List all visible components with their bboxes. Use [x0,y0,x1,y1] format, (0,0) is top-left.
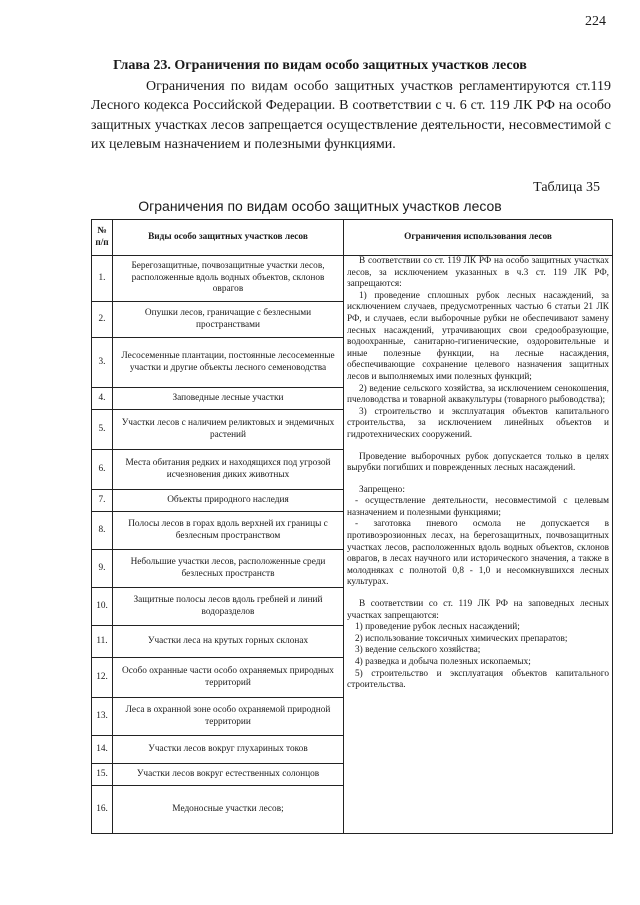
row-number: 16. [92,786,113,834]
restriction-intro: В соответствии со ст. 119 ЛК РФ на особо защитных участках лесов, за исключением указанных в ч.3 ст. 119 ЛК РФ, запрещаются: [347,256,609,290]
row-number: 5. [92,410,113,450]
prohibited-item: - заготовка пневого осмола не допускается в противоэрозионных лесах, на берегозащитных, почвозащитных участках лесов, расположенных вдоль водных объектов, склонов оврагов, в лесах научного или исторического значения, а также в молодняках с полнотой 0,8 - 1,0 и несомкнувшихся лесных культурах. [347,519,609,588]
row-name: Защитные полосы лесов вдоль гребней и линий водоразделов [113,588,344,626]
row-number: 12. [92,658,113,698]
header-restrictions: Ограничения использования лесов [344,220,613,256]
row-number: 13. [92,698,113,736]
row-number: 6. [92,450,113,490]
reserve-item: 3) ведение сельского хозяйства; [355,645,481,656]
row-number: 7. [92,490,113,512]
row-name: Участки лесов с наличием реликтовых и эндемичных растений [113,410,344,450]
restrictions-cell [344,256,613,834]
header-types: Виды особо защитных участков лесов [113,220,344,256]
intro-paragraph: Ограничения по видам особо защитных участков регламентируются ст.119 Лесного кодекса Российской Федерации. В соответствии с ч. 6 ст. 119 ЛК РФ на особо защитных участках лесов запрещается осуществление деятельности, несовместимой с их целевым назначением и полезными функциями. [91,79,611,152]
row-name: Лесосеменные плантации, постоянные лесосеменные участки и другие объекты лесного семеноводства [113,338,344,388]
row-name: Участки леса на крутых горных склонах [113,626,344,658]
reserve-item: 4) разведка и добыча полезных ископаемых; [355,657,531,667]
table-header-row [92,220,613,256]
header-num: № п/п [92,220,113,256]
reserve-item: 2) использование токсичных химических препаратов; [355,633,568,644]
selective-cutting-note: Проведение выборочных рубок допускается только в целях вырубки погибших и поврежденных лесных насаждений. [347,451,609,474]
row-name: Медоносные участки лесов; [113,786,344,834]
row-name: Участки лесов вокруг глухариных токов [113,736,344,764]
row-number: 9. [92,550,113,588]
row-name: Опушки лесов, граничащие с безлесными пространствами [113,302,344,338]
row-number: 4. [92,388,113,410]
reserve-item: 1) проведение рубок лесных насаждений; [355,622,520,633]
row-number: 14. [92,736,113,764]
prohibited-title: Запрещено: [359,484,405,495]
row-name: Небольшие участки лесов, расположенные среди безлесных пространств [113,550,344,588]
row-name: Берегозащитные, почвозащитные участки лесов, расположенные вдоль водных объектов, склонов оврагов [113,256,344,302]
row-name: Полосы лесов в горах вдоль верхней их границы с безлесным пространством [113,512,344,550]
row-number: 8. [92,512,113,550]
page-number: 224 [585,14,606,29]
table-title: Ограничения по видам особо защитных участков лесов [138,198,502,214]
reserve-item: 5) строительство и эксплуатация объектов капитального строительства. [347,668,609,691]
restriction-item: 3) строительство и эксплуатация объектов капитального строительства, за исключением линейных объектов и гидротехнических сооружений. [347,406,609,440]
row-name: Особо охранные части особо охраняемых природных территорий [113,658,344,698]
row-name: Объекты природного наследия [113,490,344,512]
restrictions-table [91,219,613,834]
row-number: 11. [92,626,113,658]
row-number: 15. [92,764,113,786]
reserve-intro: В соответствии со ст. 119 ЛК РФ на заповедных лесных участках запрещаются: [347,599,609,621]
chapter-heading: Глава 23. Ограничения по видам особо защитных участков лесов [113,58,527,73]
row-name: Места обитания редких и находящихся под угрозой исчезновения диких животных [113,450,344,490]
prohibited-item: - осуществление деятельности, несовместимой с целевым назначением и полезными функциями; [347,496,609,518]
restriction-item: 1) проведение сплошных рубок лесных насаждений, за исключением случаев, предусмотренных частью 6 статьи 21 ЛК РФ, и случаев, если выборочные рубки не обеспечивают замену лесных насаждений, утрачивающих свои средообразующие, водоохранные, санитарно-гигиенические, оздоровительные и иные полезные функции, на лесные насаждения, обеспечивающие сохранение целевого назначения защитных лесов и выполняемых ими полезных функций; [347,290,609,382]
restriction-item: 2) ведение сельского хозяйства, за исключением сенокошения, пчеловодства и товарной аквакультуры (товарного рыбоводства); [347,383,609,406]
row-name: Участки лесов вокруг естественных солонцов [113,764,344,786]
row-number: 1. [92,256,113,302]
row-number: 10. [92,588,113,626]
row-number: 3. [92,338,113,388]
table-row [92,256,613,302]
row-name: Заповедные лесные участки [113,388,344,410]
row-name: Леса в охранной зоне особо охраняемой природной территории [113,698,344,736]
table-number: Таблица 35 [533,180,600,195]
row-number: 2. [92,302,113,338]
